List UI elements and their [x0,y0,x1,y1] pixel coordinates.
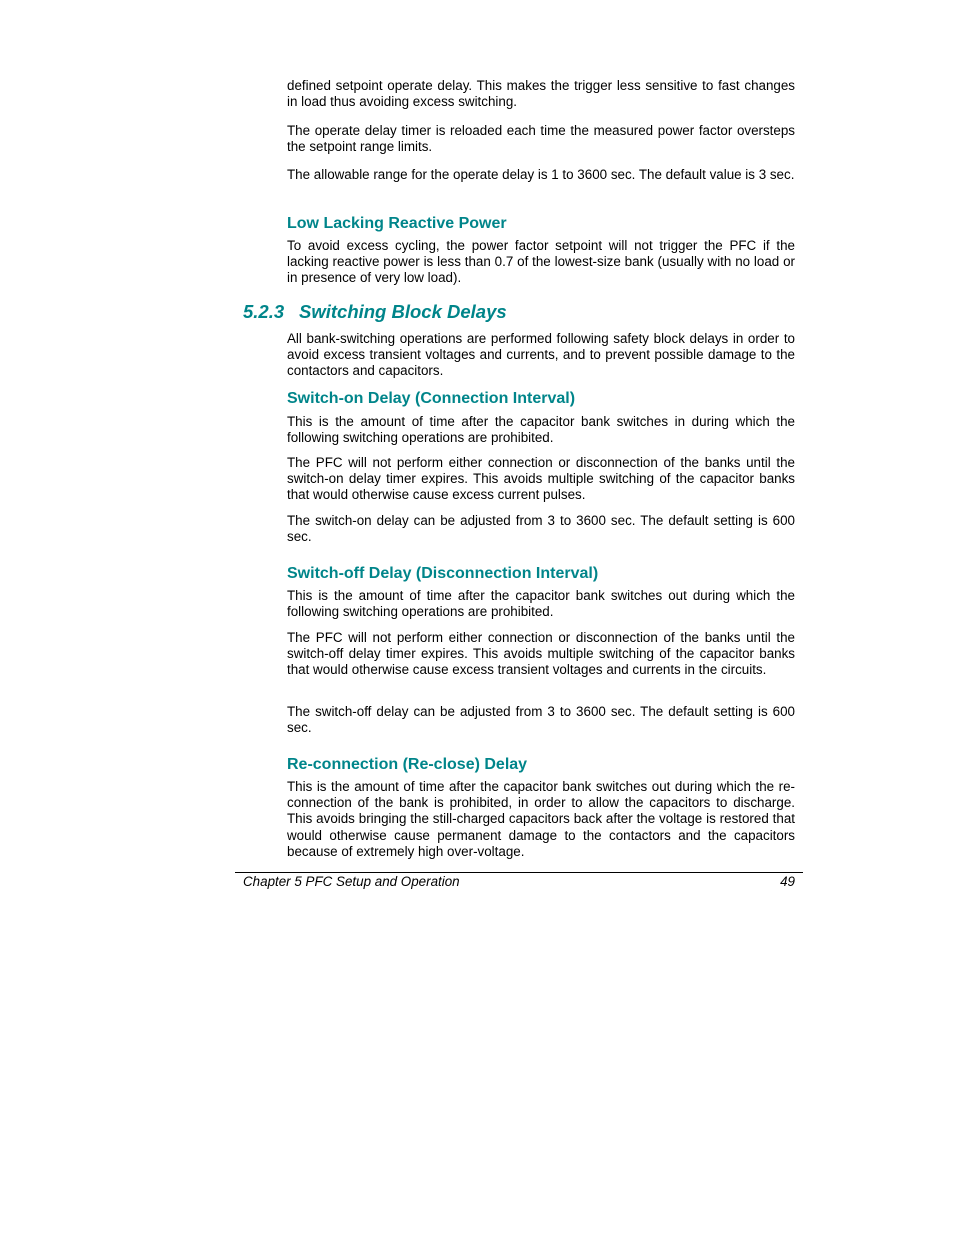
heading-low-lacking-reactive-power: Low Lacking Reactive Power [287,215,507,232]
heading-switch-on-delay: Switch-on Delay (Connection Interval) [287,390,576,407]
footer-divider [235,872,803,873]
paragraph-low-lacking: To avoid excess cycling, the power factor setpoint will not trigger the PFC if the lacking reactive power is less than 0.7 of the lowest-size bank (usually with no load or in presence of very low load). [287,238,795,286]
paragraph-switch-off-range: The switch-off delay can be adjusted from 3 to 3600 sec. The default setting is 600 sec. [287,704,795,736]
paragraph-block-delays-intro: All bank-switching operations are performed following safety block delays in order to avoid excess transient voltages and currents, and to prevent possible damage to the contactors and capacitors. [287,331,795,379]
section-heading-switching-block-delays [243,301,507,323]
section-number: 5.2.3 [243,301,285,322]
paragraph-operate-delay-intro: defined setpoint operate delay. This makes the trigger less sensitive to fast changes in load thus avoiding excess switching. [287,78,795,110]
footer-chapter: Chapter 5 PFC Setup and Operation [243,874,460,889]
paragraph-switch-off-behavior: The PFC will not perform either connection or disconnection of the banks until the switch-off delay timer expires. This avoids multiple switching of the capacitor banks that would otherwise cause excess transient voltages and currents in the circuits. [287,630,795,678]
section-title: Switching Block Delays [299,301,507,322]
paragraph-switch-off-definition: This is the amount of time after the capacitor bank switches out during which the following switching operations are prohibited. [287,588,795,620]
paragraph-switch-on-definition: This is the amount of time after the capacitor bank switches in during which the following switching operations are prohibited. [287,414,795,446]
paragraph-operate-delay-reload: The operate delay timer is reloaded each time the measured power factor oversteps the setpoint range limits. [287,123,795,155]
paragraph-switch-on-behavior: The PFC will not perform either connection or disconnection of the banks until the switch-on delay timer expires. This avoids multiple switching of the capacitor banks that would otherwise cause excess current pulses. [287,455,795,503]
heading-reconnection-delay: Re-connection (Re-close) Delay [287,756,528,773]
paragraph-operate-delay-range: The allowable range for the operate delay is 1 to 3600 sec. The default value is 3 sec. [287,167,795,182]
paragraph-switch-on-range: The switch-on delay can be adjusted from 3 to 3600 sec. The default setting is 600 sec. [287,513,795,545]
paragraph-reconnection: This is the amount of time after the capacitor bank switches out during which the re-connection of the bank is prohibited, in order to allow the capacitors to discharge. This avoids bringing the still-charged capacitors back after the voltage is restored that would otherwise cause permanent damage to the contactors and the capacitors because of extremely high over-voltage. [287,779,795,859]
heading-switch-off-delay: Switch-off Delay (Disconnection Interval) [287,565,599,582]
footer-page-number: 49 [780,874,795,889]
